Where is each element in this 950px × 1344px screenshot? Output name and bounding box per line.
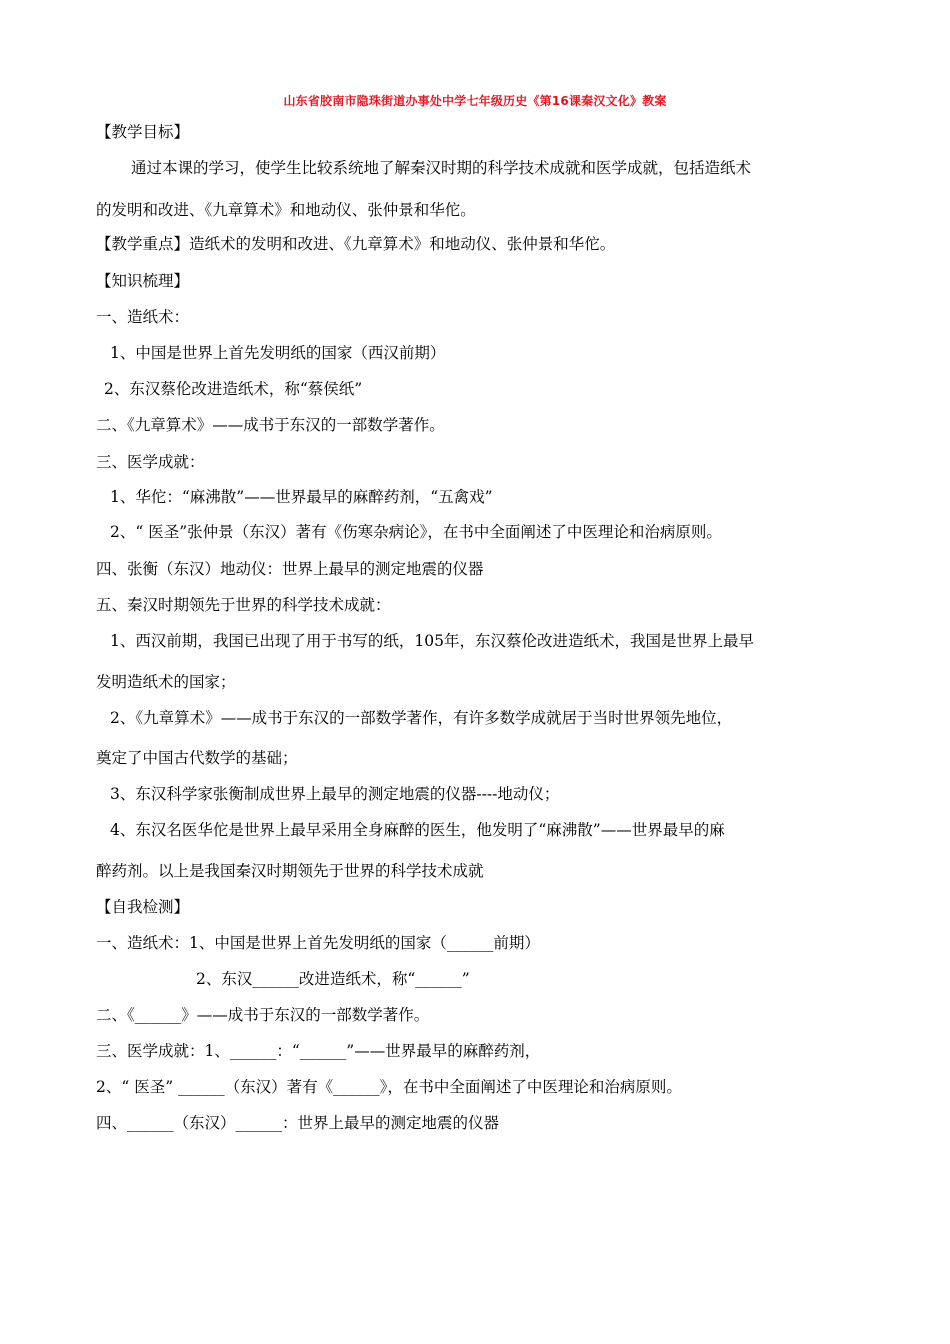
list-item: 3、东汉科学家张衡制成世界上最早的测定地震的仪器----地动仪； <box>110 785 560 803</box>
section-line: 四、张衡（东汉）地动仪：世界上最早的测定地震的仪器 <box>96 560 484 578</box>
paragraph-line: 奠定了中国古代数学的基础； <box>96 749 298 767</box>
document-title: 山东省胶南市隐珠街道办事处中学七年级历史《第16课秦汉文化》教案 <box>283 94 667 108</box>
exercise-line: 四、______（东汉）______：世界上最早的测定地震的仪器 <box>96 1114 500 1132</box>
exercise-line: 2、东汉______改进造纸术，称“______” <box>196 970 470 988</box>
section-line: 三、医学成就： <box>96 453 205 471</box>
exercise-line: 2、“ 医圣” ______（东汉）著有《______》，在书中全面阐述了中医理论和治病原则。 <box>96 1078 682 1096</box>
list-item: 1、中国是世界上首先发明纸的国家（西汉前期） <box>110 344 446 362</box>
heading-teaching-goals: 【教学目标】 <box>96 123 190 141</box>
paragraph-line: 醉药剂。以上是我国秦汉时期领先于世界的科学技术成就 <box>96 862 484 880</box>
paragraph-line: 的发明和改进、《九章算术》和地动仪、张仲景和华佗。 <box>96 201 476 219</box>
section-line: 一、造纸术： <box>96 308 190 326</box>
list-item: 2、《九章算术》——成书于东汉的一部数学著作，有许多数学成就居于当时世界领先地位， <box>110 709 733 727</box>
list-item: 1、华佗：“麻沸散”——世界最早的麻醉药剂，“五禽戏” <box>110 488 493 506</box>
heading-key-points: 【教学重点】造纸术的发明和改进、《九章算术》和地动仪、张仲景和华佗。 <box>96 235 616 253</box>
list-item: 4、东汉名医华佗是世界上最早采用全身麻醉的医生，他发明了“麻沸散”——世界最早的麻 <box>110 821 725 839</box>
list-item: 2、东汉蔡伦改进造纸术，称“蔡侯纸” <box>104 380 363 398</box>
paragraph-line: 通过本课的学习，使学生比较系统地了解秦汉时期的科学技术成就和医学成就，包括造纸术 <box>131 159 752 177</box>
heading-knowledge: 【知识梳理】 <box>96 272 190 290</box>
paragraph-line: 发明造纸术的国家； <box>96 673 236 691</box>
heading-self-check: 【自我检测】 <box>96 898 190 916</box>
list-item: 2、“ 医圣”张仲景（东汉）著有《伤寒杂病论》，在书中全面阐述了中医理论和治病原则。 <box>110 523 722 541</box>
section-line: 五、秦汉时期领先于世界的科学技术成就： <box>96 596 391 614</box>
exercise-line: 一、造纸术：1、中国是世界上首先发明纸的国家（______前期） <box>96 934 540 952</box>
list-item: 1、西汉前期，我国已出现了用于书写的纸，105年，东汉蔡伦改进造纸术，我国是世界上最早 <box>110 632 754 650</box>
exercise-line: 三、医学成就：1、______：“______”——世界最早的麻醉药剂， <box>96 1042 541 1060</box>
section-line: 二、《九章算术》——成书于东汉的一部数学著作。 <box>96 416 445 434</box>
exercise-line: 二、《______》——成书于东汉的一部数学著作。 <box>96 1006 430 1024</box>
